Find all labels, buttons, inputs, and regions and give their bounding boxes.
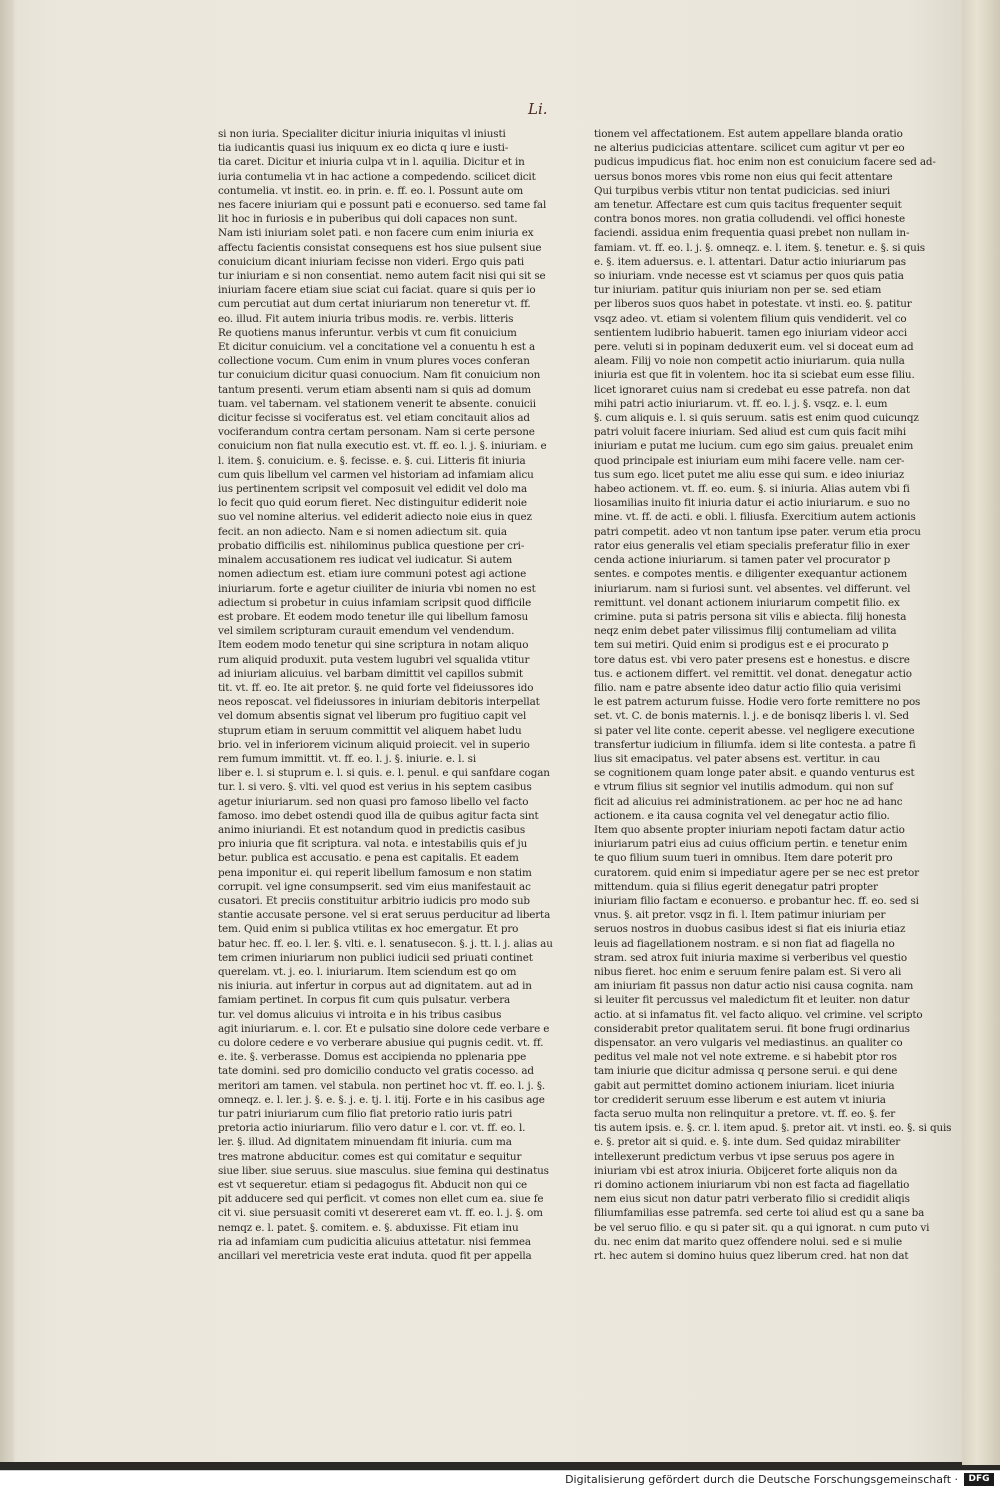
text-line: du. nec enim dat marito quez offendere nolui. sed e si mulie	[594, 1235, 902, 1248]
text-line: e. ite. §. verberasse. Domus est accipienda no pplenaria ppe	[218, 1051, 527, 1064]
text-line: pudicus impudicus fiat. hoc enim non est conuicium facere sed ad-	[594, 156, 936, 169]
text-line: actio. at si infamatus fit. vel facto aliquo. vel crimine. vel scripto	[594, 1008, 923, 1021]
text-line: pere. veluti si in popinam deduxerit eum. vel si doceat eum ad	[594, 341, 914, 354]
text-line: betur. publica est accusatio. e pena est capitalis. Et eadem	[218, 852, 519, 865]
text-line: ler. §. illud. Ad dignitatem minuendam fit iniuria. cum ma	[218, 1136, 512, 1149]
text-line: vociferandum contra certam personam. Nam si certe persone	[218, 426, 535, 439]
text-line: mittendum. quia si filius egerit denegatur patri propter	[594, 880, 878, 893]
text-line: iniuriam e putat me lucium. cum ego sim gaius. preualet enim	[594, 440, 914, 453]
text-line: tuam. vel tabernam. vel stationem venerit te absente. conuicii	[218, 397, 536, 410]
text-line: nomen adiectum est. etiam iure communi potest agi actione	[218, 568, 527, 581]
text-line: ancillari vel meretricia veste erat induta. quod fit per appella	[218, 1250, 532, 1263]
text-line: contra bonos mores. non gratia colludendi. vel offici honeste	[594, 213, 905, 226]
text-line: nis iniuria. aut infertur in corpus aut ad dignitatem. aut ad in	[218, 980, 532, 993]
text-line: tur conuicium dicitur quasi conuocium. Nam fit conuicium non	[218, 369, 541, 382]
folio-number: Li.	[528, 100, 548, 118]
text-line: le est patrem acturum fuisse. Hodie vero forte remittere no pos	[594, 696, 921, 709]
text-line: suo vel nomine alterius. vel ediderit adiecto noie eius in quez	[218, 511, 532, 524]
text-line: ad iniuriam alicuius. vel barbam dimittit vel capillos submit	[218, 667, 523, 680]
text-line: probatio difficilis est. nihilominus publica questione per cri-	[218, 539, 525, 552]
text-line: Re quotiens manus inferuntur. verbis vt cum fit conuicium	[218, 326, 517, 339]
text-line: mine. vt. ff. de acti. e obli. l. filiusfa. Exercitium autem actionis	[594, 511, 916, 524]
text-line: affectu facientis consistat consequens est hos siue pulsent siue	[218, 241, 542, 254]
text-line: conuicium non fiat nulla executio est. vt. ff. eo. l. j. §. iniuriam. e	[218, 440, 547, 453]
text-line: tia iudicantis quasi ius iniquum ex eo dicta q iure e iusti-	[218, 142, 509, 155]
text-line: iniuriarum. nam si furiosi sunt. vel absentes. vel differunt. vel	[594, 582, 911, 595]
text-line: faciendi. assidua enim frequentia quasi prebet non nullam in-	[594, 227, 910, 240]
text-line: §. cum aliquis e. l. si quis seruum. satis est enim quod cuicunqz	[594, 412, 919, 425]
text-line: si non iuria. Specialiter dicitur iniuria iniquitas vl iniusti	[218, 128, 506, 140]
text-line: cit vi. siue persuasit comiti vt desereret eam vt. ff. eo. l. j. §. om	[218, 1207, 543, 1220]
text-line: tres matrone abducitur. comes est qui comitatur e sequitur	[218, 1150, 522, 1163]
text-line: filio. nam e patre absente ideo datur actio filio quia verisimi	[594, 681, 902, 694]
text-line: brio. vel in inferiorem vicinum aliquid proiecit. vel in superio	[218, 738, 530, 751]
text-line: iniuria est que fit in volentem. hoc ita si sciebat eum esse filiu.	[594, 369, 915, 382]
text-line: sentientem ludibrio habuerit. tamen ego iniuriam videor acci	[594, 326, 908, 339]
text-line: cenda actione iniuriarum. si tamen pater vel procurator p	[594, 554, 891, 567]
text-line: habeo actionem. vt. ff. eo. eum. §. si iniuria. Alias autem vbi fi	[594, 483, 910, 496]
text-line: cum quis libellum vel carmen vel historiam ad infamiam alicu	[218, 468, 534, 481]
text-line: agetur iniuriarum. sed non quasi pro famoso libello vel facto	[218, 795, 529, 808]
text-line: intellexerunt predictum verbus vt ipse seruus pos agere in	[594, 1150, 895, 1163]
text-line: tionem vel affectationem. Est autem appellare blanda oratio	[594, 128, 903, 140]
text-line: quod principale est iniuriam eum mihi facere velle. nam cer-	[594, 454, 905, 467]
text-line: famiam. vt. ff. eo. l. j. §. omneqz. e. l. item. §. tenetur. e. §. si quis	[594, 241, 925, 254]
text-line: tore datus est. vbi vero pater presens est e honestus. e discre	[594, 653, 910, 666]
text-line: pena imponitur ei. qui reperit libellum famosum e non statim	[218, 866, 532, 879]
text-line: Item eodem modo tenetur qui sine scriptura in notam aliquo	[218, 639, 529, 652]
text-line: stantie accusate persone. vel si erat seruus perducitur ad liberta	[218, 909, 551, 922]
text-line: te quo filium suum tueri in omnibus. Item dare poterit pro	[594, 852, 893, 865]
left-text-column	[218, 127, 553, 1263]
text-line: contumelia. vt instit. eo. in prin. e. ff. eo. l. Possunt aute om	[218, 184, 524, 197]
text-line: gabit aut permittet domino actionem iniuriam. licet iniuria	[594, 1079, 895, 1092]
text-line: liber e. l. si stuprum e. l. si quis. e. l. penul. e qui sanfdare cogan	[218, 767, 550, 780]
text-line: meritori am tamen. vel stabula. non pertinet hoc vt. ff. eo. l. j. §.	[218, 1079, 546, 1092]
text-line: patri voluit facere iniuriam. Sed aliud est cum quis facit mihi	[594, 426, 907, 439]
text-line: neqz enim debet pater vilissimus filij contumeliam ad vilita	[594, 625, 897, 638]
text-line: est vt sequeretur. etiam si pedagogus fit. Abducit non qui ce	[218, 1179, 527, 1192]
text-line: tur iniuriam e si non consentiat. nemo autem facit nisi qui sit se	[218, 270, 546, 283]
text-line: adiectum si probetur in cuius infamiam scripsit quod difficile	[218, 596, 532, 609]
text-line: tur patri iniuriarum cum filio fiat pretorio ratio iuris patri	[218, 1108, 513, 1121]
text-line: leuis ad fiagellationem nostram. e si non fiat ad fiagella no	[594, 937, 895, 950]
text-line: tate domini. sed pro domicilio conducto vel gratis cocesso. ad	[218, 1065, 534, 1078]
text-line: cum percutiat aut dum certat iniuriarum non teneretur vt. ff.	[218, 298, 531, 311]
text-line: siue liber. siue seruus. siue masculus. siue femina qui destinatus	[218, 1164, 549, 1177]
text-line: ri domino actionem iniuriarum vbi non est facta ad fiagellatio	[594, 1179, 910, 1192]
text-line: iniuriarum. forte e agetur ciuiliter de iniuria vbi nomen no est	[218, 582, 536, 595]
text-line: tus sum ego. licet putet me aliu esse qui sum. e ideo iniuriaz	[594, 468, 905, 481]
text-line: querelam. vt. j. eo. l. iniuriarum. Item sciendum est qo om	[218, 965, 517, 978]
text-line: tis autem ipsis. e. §. cr. l. item apud. §. pretor ait. vt insti. eo. §. si quis	[594, 1122, 952, 1135]
text-line: nes facere iniuriam qui e possunt pati e econuerso. sed tame fal	[218, 199, 547, 212]
text-line: tur. vel domus alicuius vi introita e in his tribus casibus	[218, 1008, 502, 1021]
text-line: minalem accusationem res iudicat vel iudicatur. Si autem	[218, 554, 513, 567]
text-line: collectione vocum. Cum enim in vnum plures voces conferan	[218, 355, 530, 368]
text-line: rator eius generalis vel etiam specialis preferatur filio in exer	[594, 539, 910, 552]
text-line: vel similem scripturam curauit emendum vel vendendum.	[218, 625, 515, 638]
text-line: animo iniuriandi. Et est notandum quod in predictis casibus	[218, 823, 526, 836]
text-line: nibus fieret. hoc enim e seruum fenire palam est. Si vero ali	[594, 965, 902, 978]
text-line: e. §. item aduersus. e. l. attentari. Datur actio iniuriarum pas	[594, 255, 906, 268]
text-line: stram. sed atrox fuit iniuria maxime si verberibus vel questio	[594, 951, 907, 964]
text-line: se cognitionem quam longe pater absit. e quando venturus est	[594, 767, 915, 780]
text-line: filiumfamilias esse patremfa. sed certe toi aliud est qu a sane ba	[594, 1207, 925, 1220]
text-line: tit. vt. ff. eo. Ite ait pretor. §. ne quid forte vel fideiussores ido	[218, 681, 534, 694]
text-line: conuicium dicant iniuriam fecisse non videri. Ergo quis pati	[218, 255, 525, 268]
text-line: pretoria actio iniuriarum. filio vero datur e l. cor. vt. ff. eo. l.	[218, 1122, 526, 1135]
text-line: lit hoc in furiosis e in puberibus qui doli capaces non sunt.	[218, 213, 518, 226]
text-line: si leuiter fit percussus vel maledictum fit et leuiter. non datur	[594, 994, 910, 1007]
text-line: tur iniuriam. patitur quis iniuriam non per se. sed etiam	[594, 284, 882, 297]
text-line: tem. Quid enim si publica vtilitas ex hoc emergatur. Et pro	[218, 923, 519, 936]
text-line: nem eius sicut non datur patri verberato filio si credidit aliqis	[594, 1193, 910, 1206]
text-line: vsqz adeo. vt. etiam si volentem filium quis vendiderit. vel co	[594, 312, 907, 325]
text-line: licet ignoraret cuius nam si credebat eu esse patrefa. non dat	[594, 383, 910, 396]
text-line: corrupit. vel igne consumpserit. sed vim eius manifestauit ac	[218, 880, 531, 893]
text-line: rt. hec autem si domino huius quez liberum cred. hat non dat	[594, 1250, 909, 1263]
text-line: si pater vel lite conte. ceperit abesse. vel negligere executione	[594, 724, 915, 737]
text-line: tor crediderit seruum esse liberum e est autem vt iniuria	[594, 1093, 886, 1106]
text-line: patri competit. adeo vt non tantum ipse pater. verum etia procu	[594, 525, 921, 538]
text-line: ius pertinentem scripsit vel composuit vel edidit vel dolo ma	[218, 483, 528, 496]
text-line: peditus vel male not vel note extreme. e si habebit ptor ros	[594, 1051, 897, 1064]
text-line: cu dolore cedere e vo verberare abusiue qui pugnis cedit. vt. ff.	[218, 1037, 544, 1049]
text-line: crimine. puta si patris persona sit vilis e abiecta. filij honesta	[594, 610, 907, 623]
text-line: am iniuriam fit passus non datur actio nisi causa cognita. nam	[594, 980, 914, 993]
dfg-logo: DFG	[964, 1473, 994, 1486]
page-fore-edge	[962, 0, 1000, 1465]
text-line: Qui turpibus verbis vtitur non tentat pudicicias. sed iniuri	[594, 184, 891, 197]
text-line: tur. l. si vero. §. vlti. vel quod est verius in his septem casibus	[218, 781, 532, 794]
text-line: ria ad infamiam cum pudicitia alicuius attetatur. nisi femmea	[218, 1235, 531, 1248]
text-line: facta seruo multa non relinquitur a pretore. vt. ff. eo. §. fer	[594, 1108, 896, 1121]
text-line: iniuriam vbi est atrox iniuria. Obijceret forte aliquis non da	[594, 1164, 898, 1177]
text-line: liosamilias inuito fit iniuria datur ei actio iniuriarum. e suo no	[594, 497, 910, 510]
text-line: per liberos suos quos habet in potestate. vt insti. eo. §. patitur	[594, 298, 912, 311]
text-line: tus. e actionem differt. vel remittit. vel donat. denegatur actio	[594, 667, 912, 680]
text-line: ne alterius pudicicias attentare. scilicet cum agitur vt per eo	[594, 142, 905, 155]
text-line: agit iniuriarum. e. l. cor. Et e pulsatio sine dolore cede verbare e	[218, 1022, 550, 1035]
text-line: e vtrum filius sit segnior vel inutilis admodum. qui non suf	[594, 781, 893, 794]
text-line: tem sui metiri. Quid enim si prodigus est e ei procurato p	[594, 639, 889, 652]
text-line: dicitur fecisse si vociferatus est. vel etiam concitauit alios ad	[218, 412, 530, 425]
text-line: neos reposcat. vel fideiussores in iniuriam debitoris interpellat	[218, 696, 540, 709]
text-line: be vel seruo filio. e qu si pater sit. qu a qui ignorat. n cum puto vi	[594, 1221, 930, 1234]
text-line: est probare. Et eodem modo tenetur ille qui libellum famosu	[218, 610, 529, 623]
text-line: remittunt. vel donant actionem iniuriarum competit filio. ex	[594, 596, 900, 609]
text-line: transfertur iudicium in filiumfa. idem si lite contesta. a patre fi	[594, 738, 916, 751]
text-line: famiam pertinet. In corpus fit cum quis pulsatur. verbera	[218, 994, 511, 1007]
text-line: lius sit emacipatus. vel pater absens est. vertitur. in cau	[594, 752, 881, 765]
text-line: Item quo absente propter iniuriam nepoti factam datur actio	[594, 823, 905, 836]
text-line: set. vt. C. de bonis maternis. l. j. e de bonisqz liberis l. vl. Sed	[594, 710, 909, 723]
text-line: vel domum absentis signat vel liberum pro fugitiuo capit vel	[218, 710, 527, 723]
text-line: famoso. imo debet ostendi quod illa de quibus agitur facta sint	[218, 809, 539, 822]
text-line: pit adducere sed qui perficit. vt comes non ellet cum ea. siue fe	[218, 1193, 544, 1206]
text-line: iniuriam filio factam e econuerso. e probantur hec. ff. eo. sed si	[594, 894, 919, 907]
text-line: dispensator. an vero vulgaris vel mediastinus. an qualiter co	[594, 1037, 903, 1049]
text-line: Nam isti iniuriam solet pati. e non facere cum enim iniuria ex	[218, 227, 534, 240]
text-line: iuria contumelia vt in hac actione a compedendo. scilicet dicit	[218, 170, 536, 183]
text-line: am tenetur. Affectare est cum quis tacitus frequenter sequit	[594, 199, 902, 212]
text-line: batur hec. ff. eo. l. ler. §. vlti. e. l. senatusecon. §. j. tt. l. j. alias au	[218, 937, 553, 950]
text-line: l. item. §. conuicium. e. §. fecisse. e. §. cui. Litteris fit iniuria	[218, 454, 526, 467]
text-line: sentes. e compotes mentis. e diligenter exequantur actionem	[594, 568, 908, 581]
text-line: uersus bonos mores vbis rome non eius qui fecit attentare	[594, 170, 893, 183]
text-line: tam iniurie que dicitur admissa q persone serui. e qui dene	[594, 1065, 898, 1078]
text-line: iniuriam facere etiam siue sciat cui faciat. quare si quis per io	[218, 284, 536, 297]
text-line: cusatori. Et preciis constituitur arbitrio iudicis pro modo sub	[218, 894, 530, 907]
text-line: mihi patri actio iniuriarum. vt. ff. eo. l. j. §. vsqz. e. l. eum	[594, 397, 888, 410]
text-line: nemqz e. l. patet. §. comitem. e. §. abduxisse. Fit etiam inu	[218, 1221, 519, 1234]
text-line: seruos nostros in duobus casibus idest si fiat eis iniuria etiaz	[594, 923, 906, 936]
text-line: curatorem. quid enim si impediatur agere per se nec est pretor	[594, 866, 919, 879]
text-line: pro iniuria que fit scriptura. val nota. e intestabilis quis ef ju	[218, 838, 528, 851]
text-line: fecit. an non adiecto. Nam e si nomen adiectum sit. quia	[218, 525, 507, 538]
text-line: tia caret. Dicitur et iniuria culpa vt in l. aquilia. Dicitur et in	[218, 156, 525, 169]
text-line: actionem. e ita causa cognita vel vel denegatur actio filio.	[594, 809, 890, 822]
text-line: aleam. Filij vo noie non competit actio iniuriarum. quia nulla	[594, 355, 905, 368]
text-line: vnus. §. ait pretor. vsqz in fi. l. Item patimur iniuriam per	[594, 909, 886, 922]
text-line: tantum presenti. verum etiam absenti nam si quis ad domum	[218, 383, 531, 396]
funding-credit: Digitalisierung gefördert durch die Deutsche Forschungsgemeinschaft ·	[565, 1473, 958, 1486]
text-line: eo. illud. Fit autem iniuria tribus modis. re. verbis. litteris	[218, 312, 514, 325]
text-line: stuprum etiam in seruum committit vel aliquem habet ludu	[218, 724, 522, 737]
text-line: rum aliquid produxit. puta vestem lugubri vel squalida vtitur	[218, 653, 530, 666]
text-line: lo fecit quo quid eorum fieret. Nec distinguitur ediderit noie	[218, 497, 527, 510]
page-gutter-edge	[0, 0, 14, 1462]
text-line: tem crimen iniuriarum non publici iudicii sed priuati continet	[218, 951, 533, 964]
text-line: omneqz. e. l. ler. j. §. e. §. j. e. tj. l. itij. Forte e in his casibus age	[218, 1093, 545, 1106]
text-line: considerabit pretor qualitatem serui. fit bone frugi ordinarius	[594, 1022, 910, 1035]
text-line: iniuriarum patri eius ad cuius officium pertin. e tenetur enim	[594, 838, 908, 851]
text-line: ficit ad alicuius rei administrationem. ac per hoc ne ad hanc	[594, 795, 903, 808]
text-line: e. §. pretor ait si quid. e. §. inte dum. Sed quidaz mirabiliter	[594, 1136, 901, 1149]
text-line: rem fumum immittit. vt. ff. eo. l. j. §. iniurie. e. l. si	[218, 752, 476, 765]
text-line: Et dicitur conuicium. vel a concitatione vel a conuentu h est a	[218, 341, 536, 354]
right-text-column	[594, 127, 952, 1263]
text-line: so iniuriam. vnde necesse est vt sciamus per quos quis patia	[594, 270, 904, 283]
